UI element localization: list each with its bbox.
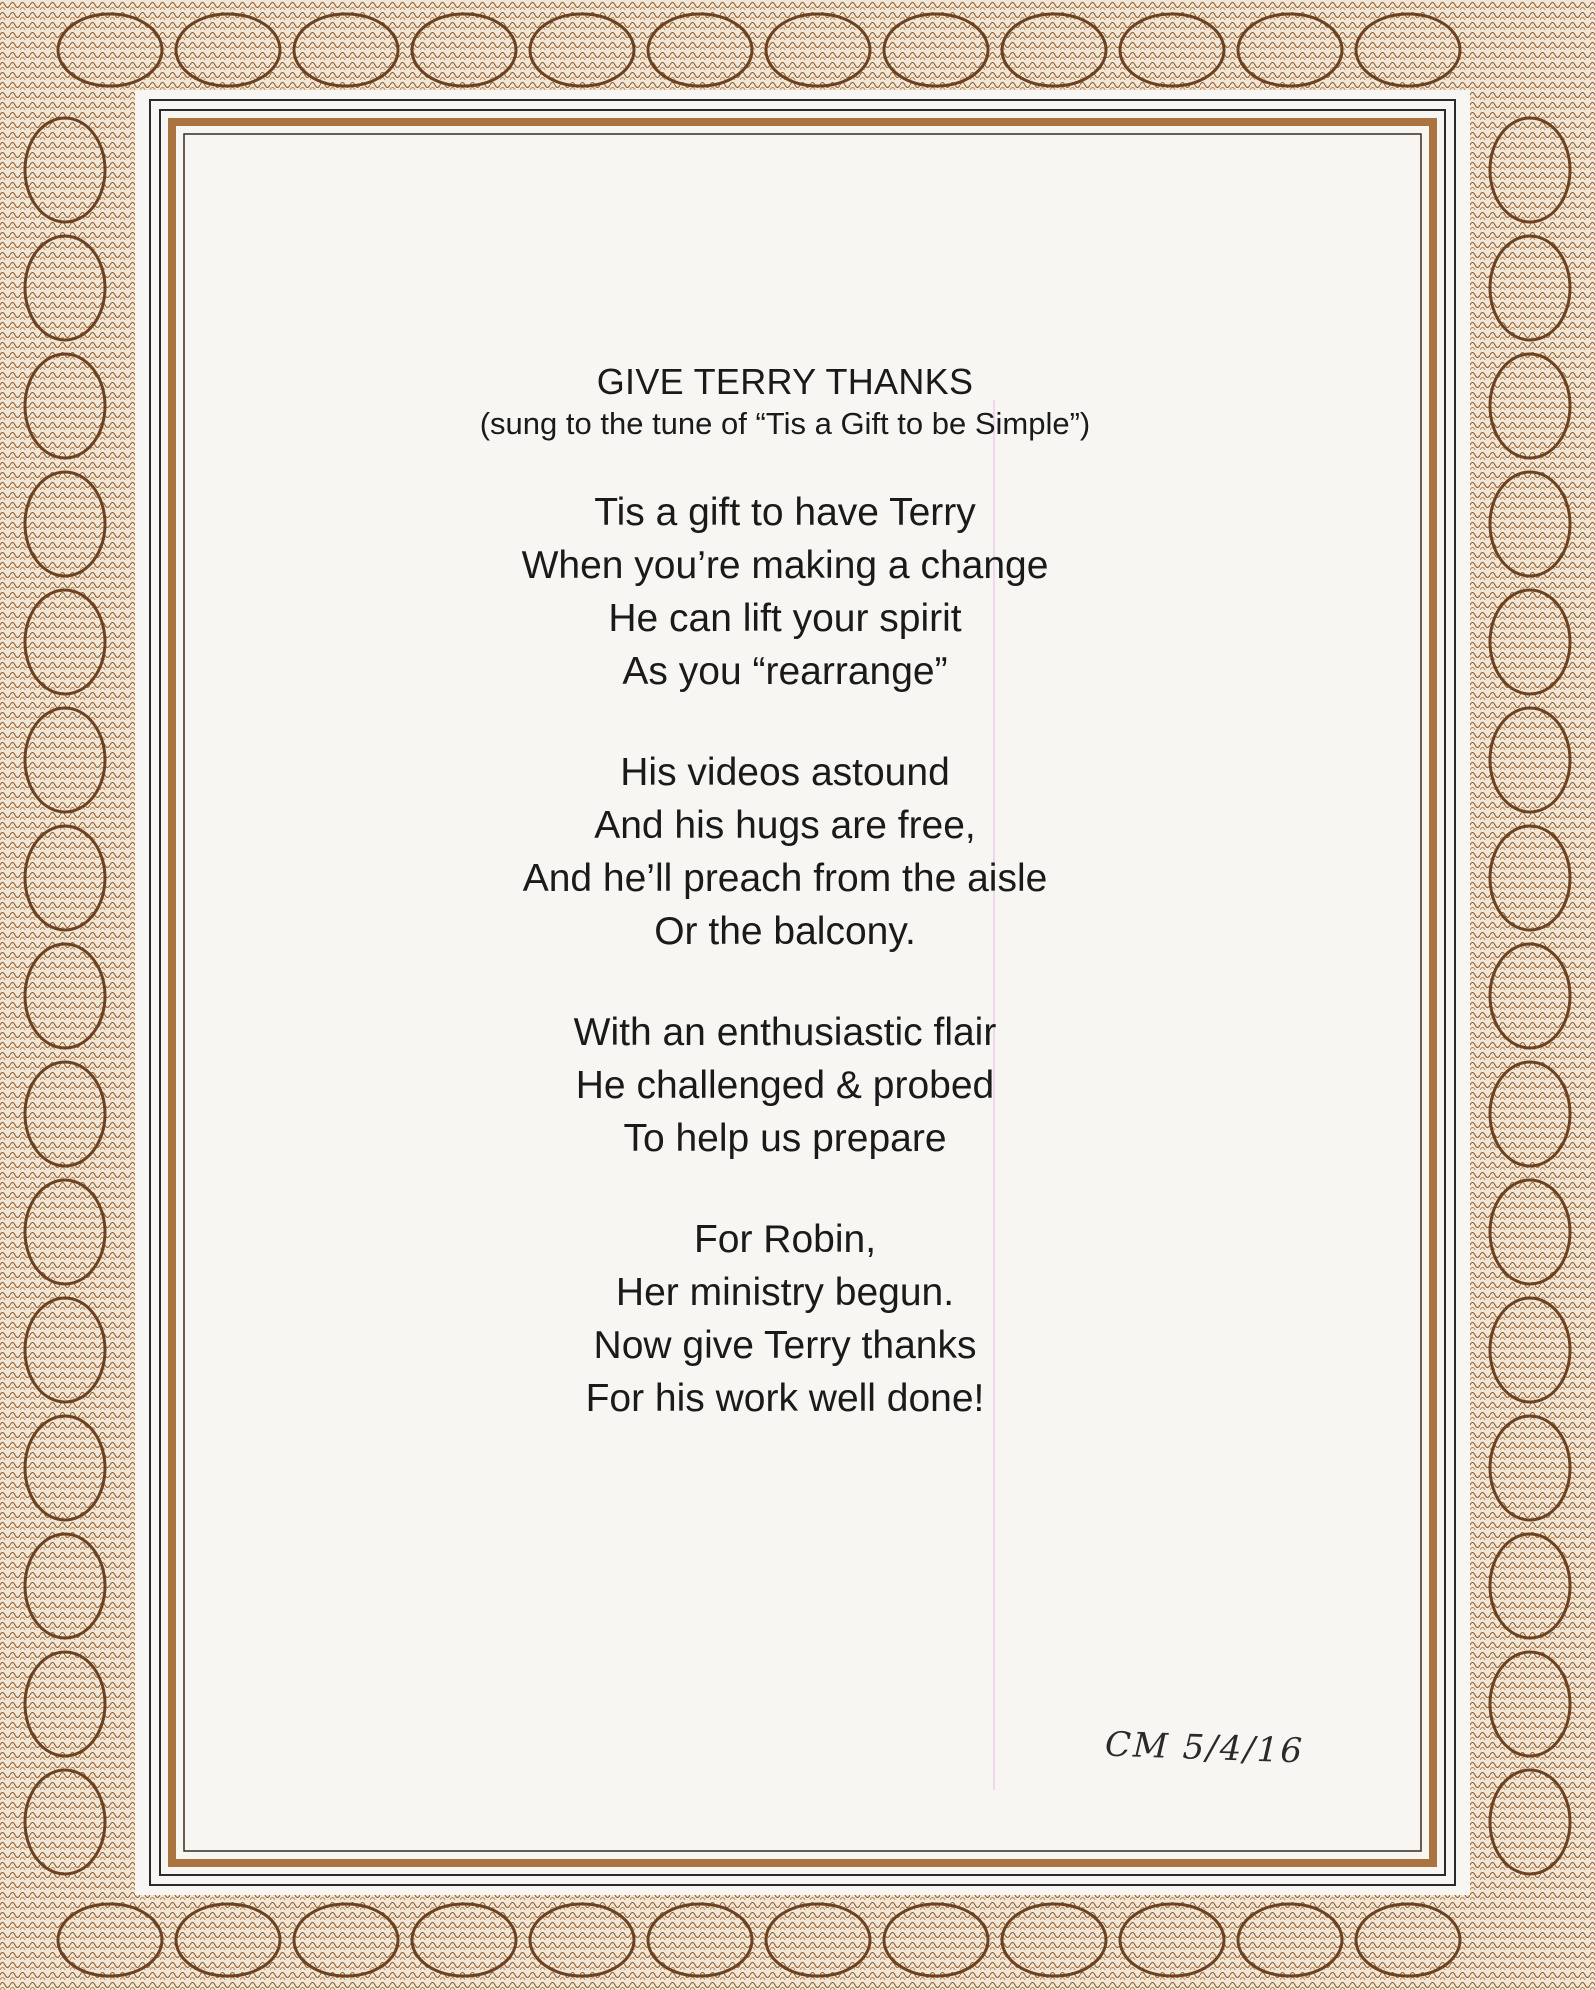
- poem-line: With an enthusiastic flair: [573, 1011, 997, 1054]
- poem-line: He can lift your spirit: [608, 597, 962, 640]
- poem-line: To help us prepare: [623, 1117, 947, 1160]
- poem-line: And his hugs are free,: [594, 804, 976, 847]
- poem-line: And he’ll preach from the aisle: [522, 857, 1048, 900]
- stanza-1: [185, 486, 1385, 698]
- poem-block: [185, 360, 1385, 1473]
- stanza-4: [185, 1213, 1385, 1425]
- poem-line: Tis a gift to have Terry: [594, 491, 976, 534]
- poem-line: Or the balcony.: [654, 910, 916, 953]
- poem-line: As you “rearrange”: [622, 650, 948, 693]
- poem-line: Now give Terry thanks: [593, 1324, 977, 1367]
- poem-line: He challenged & probed: [575, 1064, 995, 1107]
- poem-title: GIVE TERRY THANKS: [596, 361, 974, 402]
- poem-line: When you’re making a change: [521, 544, 1049, 587]
- stanza-3: [185, 1006, 1385, 1165]
- poem-line: His videos astound: [620, 751, 950, 794]
- poem-line: For his work well done!: [585, 1377, 985, 1420]
- poem-line: Her ministry begun.: [615, 1271, 955, 1314]
- handwritten-signature-date: CM 5/4/16: [1104, 1724, 1305, 1772]
- poem-subtitle: (sung to the tune of “Tis a Gift to be Simple”): [479, 406, 1091, 441]
- stanza-2: [185, 746, 1385, 958]
- poem-line: For Robin,: [693, 1218, 877, 1261]
